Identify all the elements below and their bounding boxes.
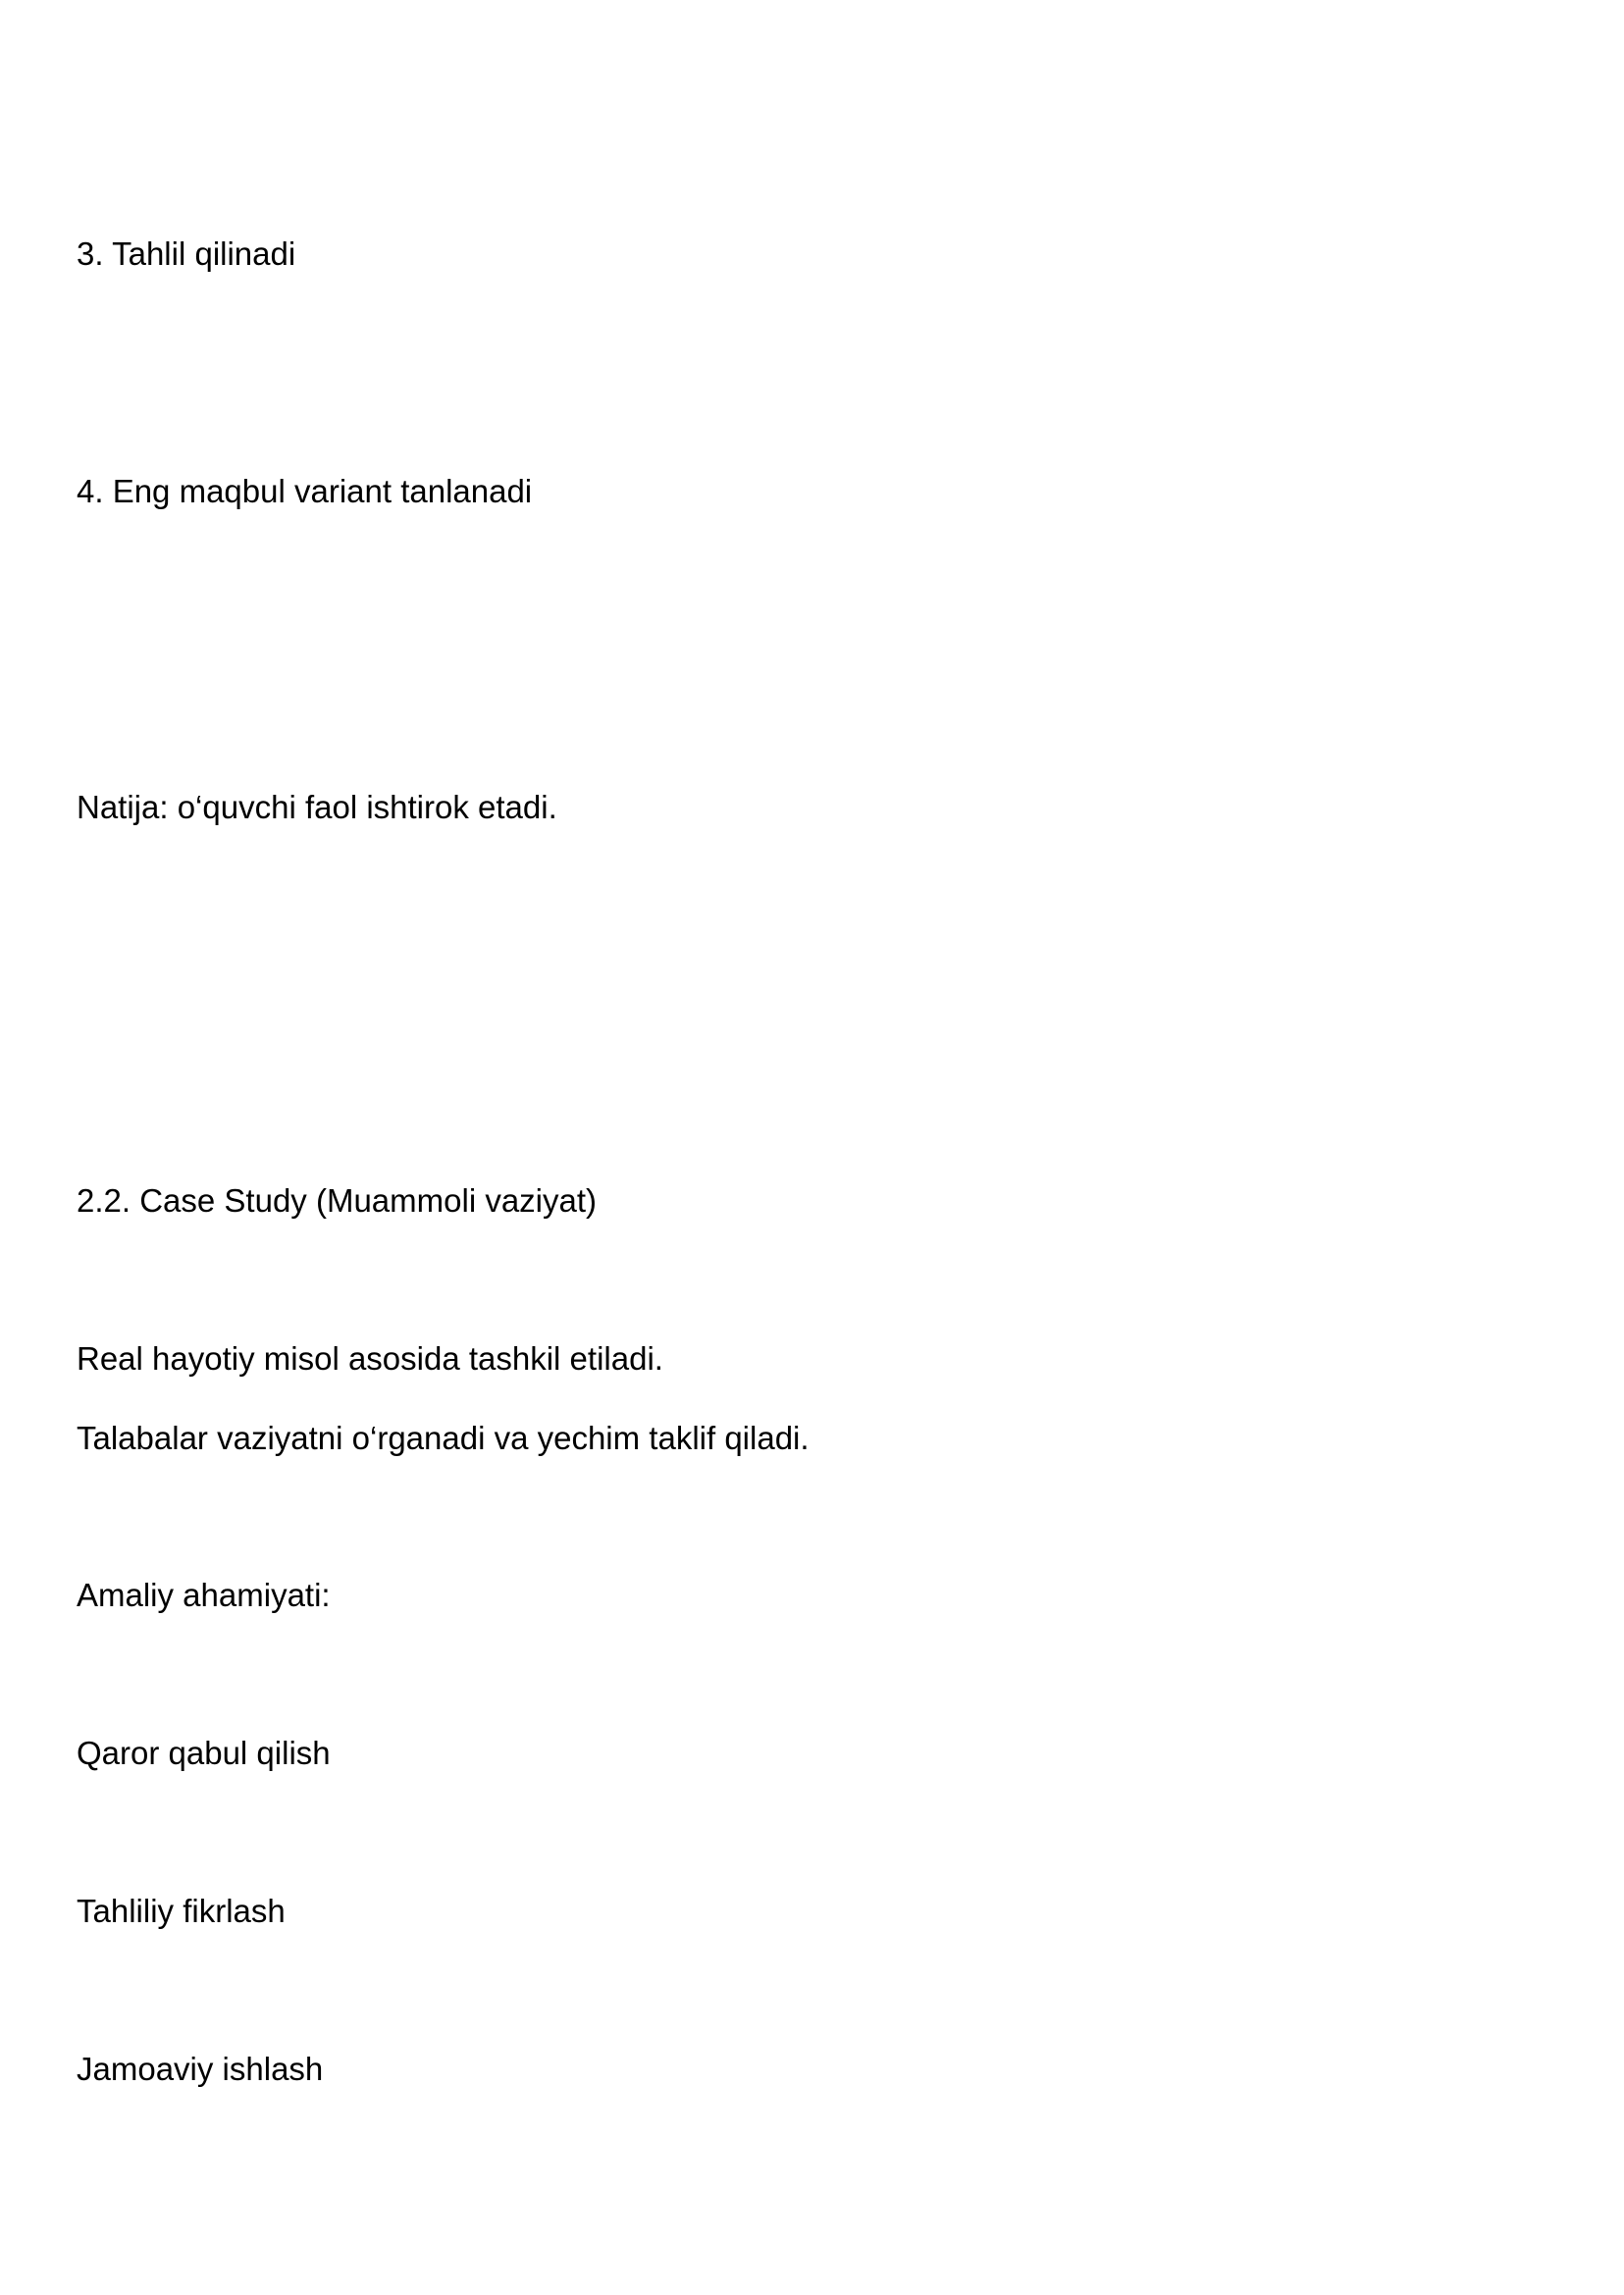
result-paragraph: Natija: o‘quvchi faol ishtirok etadi. xyxy=(77,789,557,825)
section-heading-case-study: 2.2. Case Study (Muammoli vaziyat) xyxy=(77,1182,598,1219)
list-item-step-3: 3. Tahlil qilinadi xyxy=(77,235,296,272)
list-item: Tahliliy fikrlash xyxy=(77,1893,286,1929)
list-item: Qaror qabul qilish xyxy=(77,1735,331,1771)
list-item: Jamoaviy ishlash xyxy=(77,2051,324,2087)
paragraph-description: Real hayotiy misol asosida tashkil etiladi. xyxy=(77,1340,663,1377)
paragraph-description: Talabalar vaziyatni o‘rganadi va yechim taklif qiladi. xyxy=(77,1420,810,1456)
subheading-practical-importance: Amaliy ahamiyati: xyxy=(77,1577,331,1613)
list-item-step-4: 4. Eng maqbul variant tanlanadi xyxy=(77,473,533,509)
